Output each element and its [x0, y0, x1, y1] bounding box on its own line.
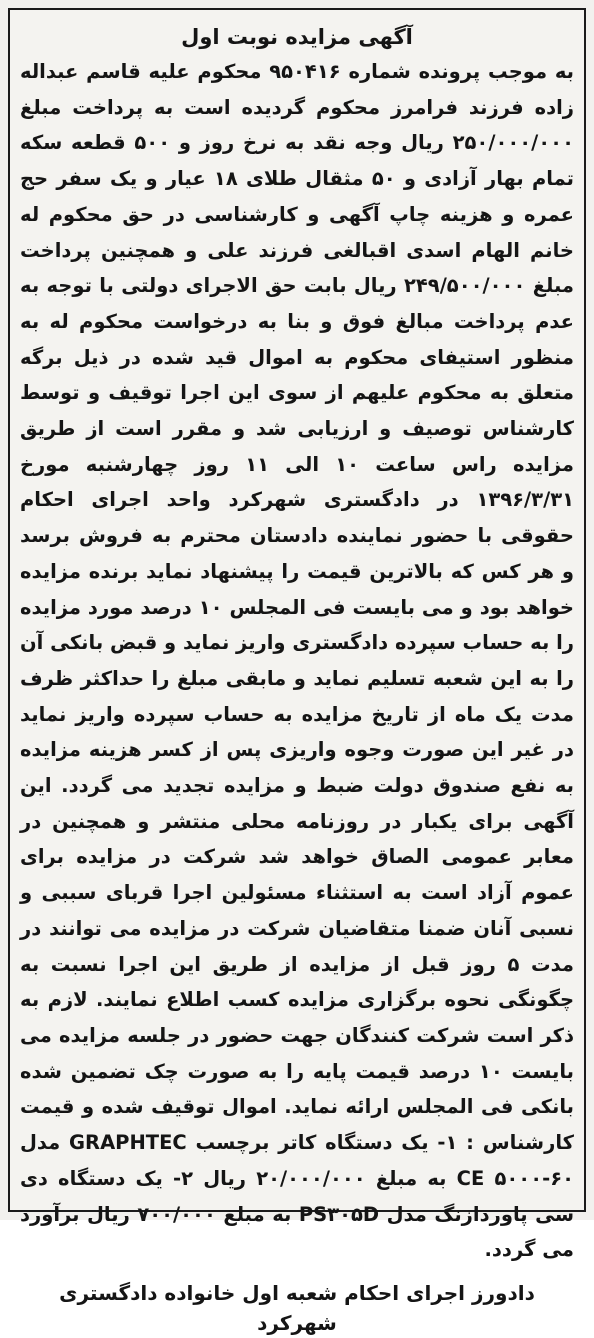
- notice-title: آگهی مزایده نوبت اول: [181, 25, 413, 49]
- notice-border: [8, 8, 586, 1335]
- notice-signature: دادورز اجرای احکام شعبه اول خانواده دادگستری شهرکرد: [59, 1280, 535, 1335]
- notice-content: [20, 22, 575, 1335]
- notice-body: به موجب پرونده شماره ۹۵۰۴۱۶ محکوم علیه قاسم عبداله زاده فرزند فرامرز محکوم گردیده است به پرداخت مبلغ ۲۵۰/۰۰۰/۰۰۰ ریال وجه نقد به نرخ روز و ۵۰۰ قطعه سکه تمام بهار آزادی و ۵۰ مثقال طلای ۱۸ عیار و یک سفر حج عمره و هزینه چاپ آگهی و کارشناسی در حق محکوم له خانم الهام اسدی اقبالغی فرزند علی و همچنین پرداخت مبلغ ۲۴۹/۵۰۰/۰۰۰ ریال بابت حق الاجرای دولتی با توجه به عدم پرداخت مبالغ فوق و بنا به درخواست محکوم له به منظور استیفای محکوم به اموال قید شده در ذیل برگه متعلق به محکوم علیهم از سوی این اجرا توقیف و توسط کارشناس توصیف و ارزیابی شد و مقرر است از طریق مزایده راس ساعت ۱۰ الی ۱۱ روز چهارشنبه مورخ ۱۳۹۶/۳/۳۱ در دادگستری شهرکرد واحد اجرای احکام حقوقی با حضور نماینده دادستان محترم به فروش برسد و هر کس که بالاترین قیمت را پیشنهاد نماید برنده مزایده خواهد بود و می بایست فی المجلس ۱۰ درصد مورد مزایده را به حساب سپرده دادگستری واریز نماید و قبض بانکی آن را به این شعبه تسلیم نماید و مابقی مبلغ را حداکثر ظرف مدت یک ماه از تاریخ مزایده به حساب سپرده واریز نماید در غیر این صورت وجوه واریزی پس از کسر هزینه مزایده به نفع صندوق دولت ضبط و مزایده تجدید می گردد. این آگهی برای یکبار در روزنامه محلی منتشر و همچنین در معابر عمومی الصاق خواهد شد شرکت در مزایده برای عموم آزاد است به استثناء مسئولین اجرا قربای سببی و نسبی آنان ضمنا متقاضیان شرکت در مزایده می توانند در مدت ۵ روز قبل از مزایده از طریق این اجرا نسبت به چگونگی نحوه برگزاری مزایده کسب اطلاع نمایند. لازم به ذکر است شرکت کنندگان جهت حضور در جلسه مزایده می بایست ۱۰ درصد قیمت پایه را به صورت چک تضمین شده بانکی فی المجلس ارائه نماید. اموال توقیف شده و قیمت کارشناس : ۱- یک دستگاه کاتر برچسب GRAPHTEC مدل ۶۰-۵۰۰۰ CE به مبلغ ۲۰/۰۰۰/۰۰۰ ریال ۲- یک دستگاه دی سی پاوردازنگ مدل PS۳۰۵D به مبلغ ۷۰۰/۰۰۰ ریال برآورد می گردد.: [20, 60, 575, 1262]
